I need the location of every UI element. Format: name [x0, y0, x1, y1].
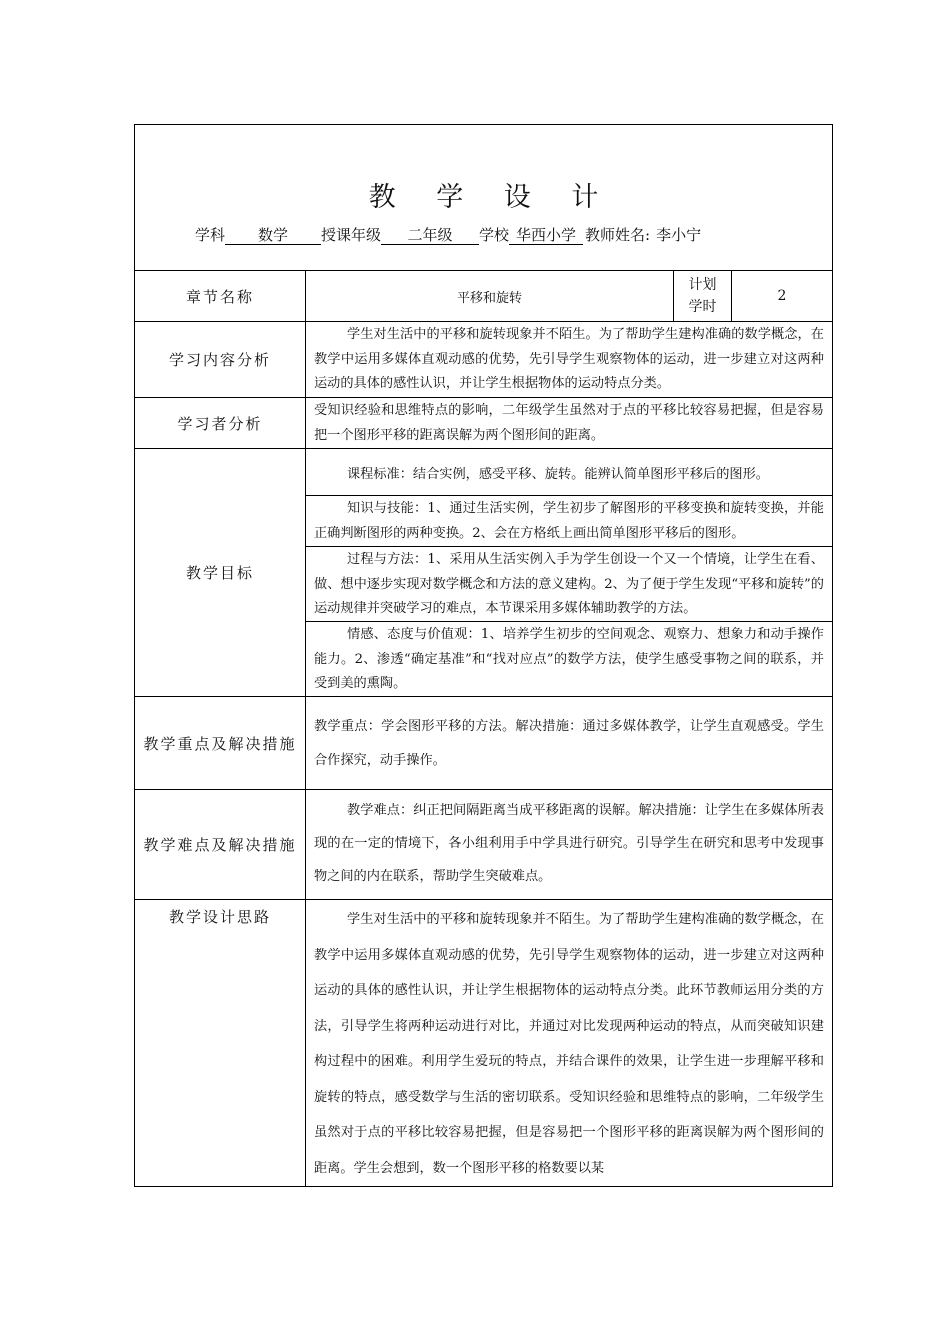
difficulties-row — [135, 790, 832, 900]
objective-process — [306, 547, 832, 622]
teacher-value: 李小宁 — [656, 226, 702, 244]
planned-hours-label-1: 计划 — [688, 277, 717, 293]
objective-knowledge — [306, 496, 832, 547]
difficulties-cell — [306, 790, 832, 899]
header-section — [135, 125, 832, 271]
teacher-label: 教师姓名: — [585, 226, 651, 244]
chapter-row — [135, 271, 832, 322]
subject-label: 学科 — [195, 226, 226, 244]
content-analysis-label: 学习内容分析 — [135, 322, 306, 397]
grade-value: 二年级 — [381, 227, 479, 245]
difficulties-label: 教学难点及解决措施 — [135, 790, 306, 899]
learner-analysis-cell — [306, 398, 832, 448]
objectives-label: 教学目标 — [135, 449, 306, 696]
learner-analysis-row — [135, 398, 832, 449]
objective-emotion-text: 情感、态度与价值观：1、培养学生初步的空间观念、观察力、想象力和动手操作能力。2、渗透“确定基准”和“找对应点”的数学方法，使学生感受事物之间的联系，并受到美的熏陶。 — [314, 627, 824, 691]
objectives-row — [135, 449, 832, 697]
school-value: 华西小学 — [509, 227, 583, 245]
content-analysis-cell — [306, 322, 832, 397]
school-label: 学校 — [479, 226, 510, 244]
design-idea-label: 教学设计思路 — [135, 900, 306, 1187]
planned-hours-label — [673, 271, 731, 321]
design-idea-cell — [306, 900, 832, 1187]
lesson-plan-table — [134, 124, 833, 1187]
learner-analysis-text: 受知识经验和思维特点的影响，二年级学生虽然对于点的平移比较容易把握，但是容易把一个图形平移的距离误解为两个图形间的距离。 — [314, 403, 824, 443]
design-idea-row — [135, 900, 832, 1187]
objective-knowledge-text: 知识与技能：1、通过生活实例，学生初步了解图形的平移变换和旋转变换，并能正确判断图形的两种变换。2、会在方格纸上画出简单图形平移后的图形。 — [314, 501, 824, 541]
learner-analysis-label: 学习者分析 — [135, 398, 306, 448]
page-title: 教 学 设 计 — [368, 182, 615, 213]
chapter-label: 章节名称 — [135, 271, 306, 321]
planned-hours-value: 2 — [731, 271, 832, 321]
key-points-text: 教学重点：学会图形平移的方法。解决措施：通过多媒体教学，让学生直观感受。学生合作探究，动手操作。 — [314, 719, 824, 768]
planned-hours-label-2: 学时 — [688, 299, 717, 315]
info-line — [195, 224, 701, 245]
content-analysis-row — [135, 322, 832, 398]
content-analysis-text: 学生对生活中的平移和旋转现象并不陌生。为了帮助学生建构准确的数学概念，在教学中运用多媒体直观动感的优势，先引导学生观察物体的运动，进一步建立对这两种运动的具体的感性认识，并让学生根据物体的运动特点分类。 — [314, 327, 824, 391]
subject-value: 数学 — [225, 227, 321, 245]
difficulties-text: 教学难点：纠正把间隔距离当成平移距离的误解。解决措施：让学生在多媒体所表现的在一定的情境下，各小组利用手中学具进行研究。引导学生在研究和思考中发现事物之间的内在联系，帮助学生突破难点。 — [314, 803, 824, 884]
objective-emotion — [306, 622, 832, 697]
key-points-row — [135, 697, 832, 790]
key-points-cell — [306, 697, 832, 789]
objectives-cell — [306, 449, 832, 696]
objective-process-text: 过程与方法：1、采用从生活实例入手为学生创设一个又一个情境，让学生在看、做、想中逐步实现对数学概念和方法的意义建构。2、为了便于学生发现“平移和旋转”的运动规律并突破学习的难点，本节课采用多媒体辅助教学的方法。 — [314, 552, 824, 616]
grade-label: 授课年级 — [321, 226, 382, 244]
objective-standard-text: 课程标准：结合实例，感受平移、旋转。能辨认简单图形平移后的图形。 — [347, 466, 769, 482]
key-points-label: 教学重点及解决措施 — [135, 697, 306, 789]
design-idea-text: 学生对生活中的平移和旋转现象并不陌生。为了帮助学生建构准确的数学概念，在教学中运用多媒体直观动感的优势，先引导学生观察物体的运动，进一步建立对这两种运动的具体的感性认识，并让学生根据物体的运动特点分类。此环节教师运用分类的方法，引导学生将两种运动进行对比，并通过对比发现两种运动的特点，从而突破知识建构过程中的困难。利用学生爱玩的特点，并结合课件的效果，让学生进一步理解平移和旋转的特点，感受数学与生活的密切联系。受知识经验和思维特点的影响，二年级学生虽然对于点的平移比较容易把握，但是容易把一个图形平移的距离误解为两个图形间的距离。学生会想到，数一个图形平移的格数要以某 — [314, 912, 824, 1176]
objective-standard — [306, 449, 832, 496]
chapter-name: 平移和旋转 — [456, 290, 522, 306]
